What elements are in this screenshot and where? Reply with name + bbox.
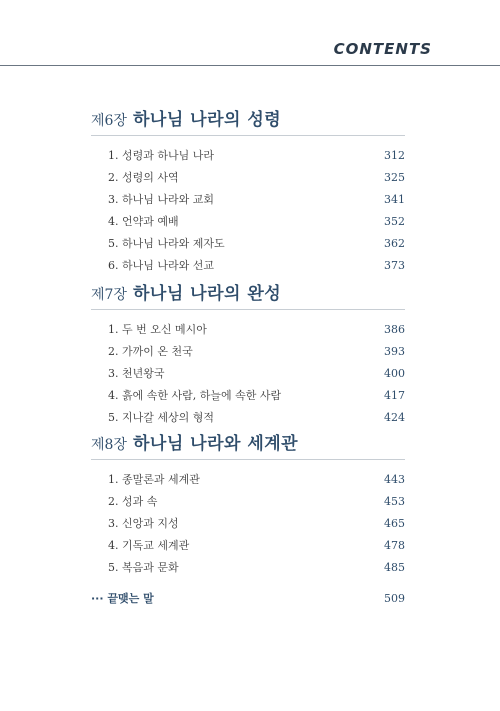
- entry-page: 485: [384, 561, 405, 574]
- entry-label: 5. 하나님 나라와 제자도: [108, 237, 225, 250]
- chapter-name: 하나님 나라와 세계관: [132, 434, 299, 454]
- toc-entry[interactable]: [91, 364, 405, 384]
- entry-page: 362: [384, 237, 405, 250]
- toc-entry[interactable]: [91, 386, 405, 406]
- contents-heading: CONTENTS: [333, 40, 432, 58]
- toc-entry[interactable]: [91, 536, 405, 556]
- toc-entry[interactable]: [91, 212, 405, 232]
- entry-page: 424: [384, 411, 405, 424]
- entry-page: 400: [384, 367, 405, 380]
- chapter-number: 제7장: [91, 287, 127, 303]
- entry-label: 3. 천년왕국: [108, 367, 165, 380]
- entry-page: 465: [384, 517, 405, 530]
- entry-page: 478: [384, 539, 405, 552]
- entry-page: 312: [384, 149, 405, 162]
- entry-page: 417: [384, 389, 405, 402]
- chapter-divider: [91, 309, 405, 310]
- entry-label: 1. 두 번 오신 메시아: [108, 323, 207, 336]
- chapter-title: [91, 432, 405, 456]
- toc-entry[interactable]: [91, 256, 405, 276]
- toc-entry[interactable]: [91, 492, 405, 512]
- toc-entry[interactable]: [91, 470, 405, 490]
- toc-entry[interactable]: [91, 558, 405, 578]
- entry-page: 325: [384, 171, 405, 184]
- chapter-divider: [91, 459, 405, 460]
- entry-label: 5. 지나갈 세상의 형적: [108, 411, 214, 424]
- toc-entry[interactable]: [91, 168, 405, 188]
- toc-entry[interactable]: [91, 342, 405, 362]
- chapter-title: [91, 282, 405, 306]
- entry-page: 352: [384, 215, 405, 228]
- chapter-number: 제8장: [91, 437, 127, 453]
- chapter-name: 하나님 나라의 성령: [132, 110, 282, 130]
- entry-label: 1. 성령과 하나님 나라: [108, 149, 214, 162]
- entry-page: 373: [384, 259, 405, 272]
- toc-entry[interactable]: [91, 514, 405, 534]
- toc-entry[interactable]: [91, 146, 405, 166]
- afterword-label: ··· 끝맺는 말: [91, 592, 154, 605]
- chapter-title: [91, 108, 405, 132]
- toc-entry[interactable]: [91, 320, 405, 340]
- chapter-divider: [91, 135, 405, 136]
- entry-label: 6. 하나님 나라와 선교: [108, 259, 214, 272]
- entry-page: 443: [384, 473, 405, 486]
- chapter-name: 하나님 나라의 완성: [132, 284, 282, 304]
- entry-label: 4. 흙에 속한 사람, 하늘에 속한 사람: [108, 389, 282, 402]
- chapter-8: [91, 432, 405, 580]
- chapter-entries: [91, 470, 405, 578]
- entry-page: 393: [384, 345, 405, 358]
- toc-entry[interactable]: [91, 234, 405, 254]
- entry-label: 1. 종말론과 세계관: [108, 473, 200, 486]
- entry-label: 3. 신앙과 지성: [108, 517, 179, 530]
- chapter-entries: [91, 320, 405, 428]
- entry-label: 4. 기독교 세계관: [108, 539, 190, 552]
- entry-label: 2. 가까이 온 천국: [108, 345, 193, 358]
- entry-page: 386: [384, 323, 405, 336]
- toc-entry[interactable]: [91, 190, 405, 210]
- entry-page: 453: [384, 495, 405, 508]
- chapter-7: [91, 282, 405, 430]
- chapter-6: [91, 108, 405, 278]
- entry-label: 2. 성과 속: [108, 495, 158, 508]
- entry-label: 5. 복음과 문화: [108, 561, 179, 574]
- entry-label: 3. 하나님 나라와 교회: [108, 193, 214, 206]
- afterword-page: 509: [384, 592, 405, 605]
- chapter-number: 제6장: [91, 113, 127, 129]
- chapter-entries: [91, 146, 405, 276]
- entry-label: 2. 성령의 사역: [108, 171, 179, 184]
- header-divider: [0, 65, 500, 66]
- entry-page: 341: [384, 193, 405, 206]
- entry-label: 4. 언약과 예배: [108, 215, 179, 228]
- toc-entry[interactable]: [91, 408, 405, 428]
- toc-entry-afterword[interactable]: [91, 590, 405, 606]
